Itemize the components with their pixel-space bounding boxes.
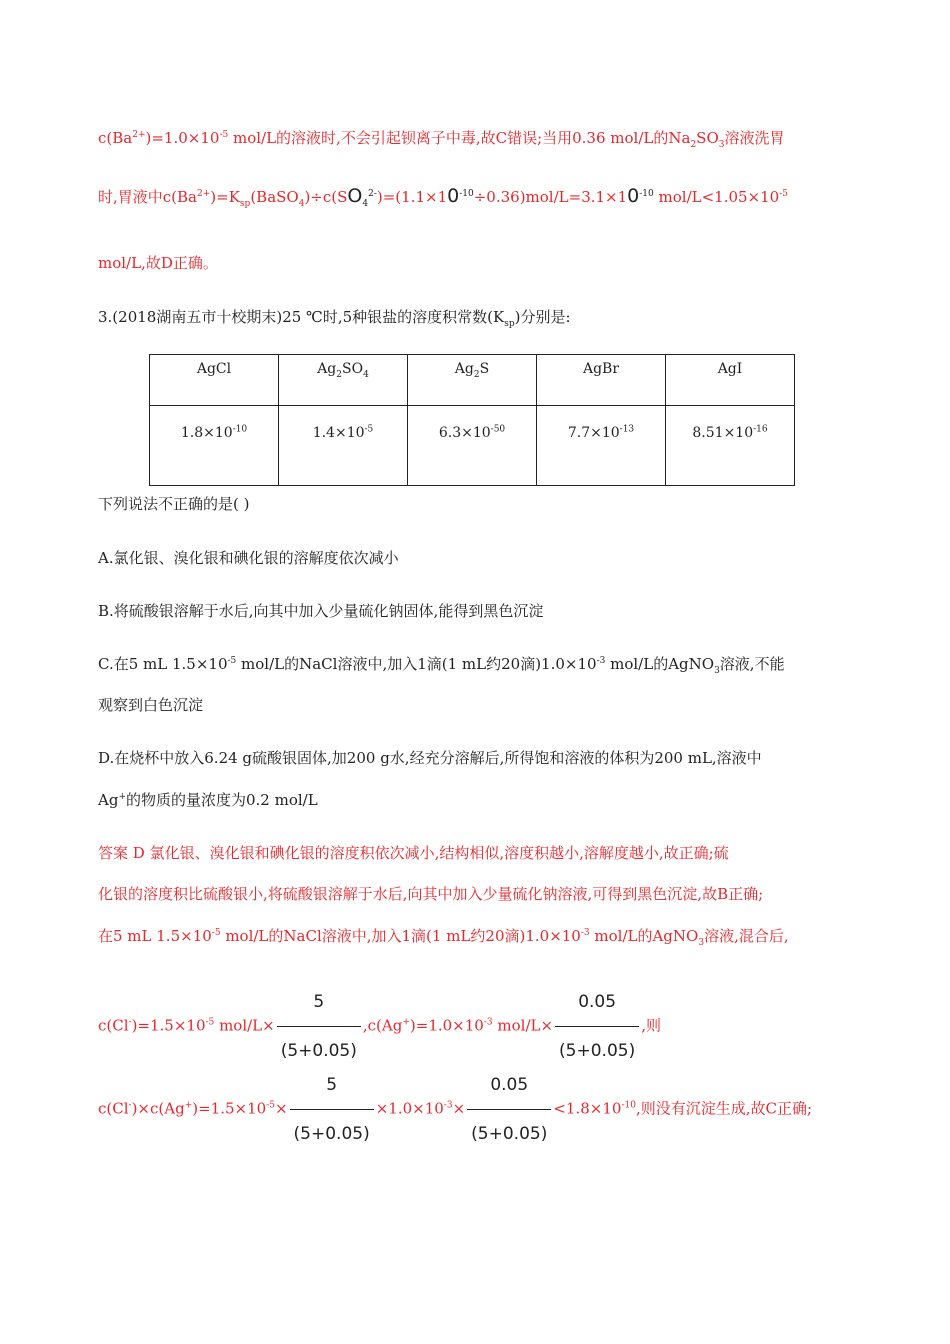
option-d-line-2: Ag+的物质的量浓度为0.2 mol/L: [98, 791, 318, 809]
option-a: A.氯化银、溴化银和碘化银的溶解度依次减小: [98, 549, 399, 567]
value-agi: $8.51\times 10^{-16}$: [666, 406, 795, 486]
value-agbr: $7.7\times 10^{-13}$: [537, 406, 666, 486]
answer-prev-line-2: 时,胃液中$c(Ba^{2+})=K_{sp}(BaSO_4)\div c(SO_4^{2-})=(1.1\times 10^{-10}\div 0.36)mol/L=3.1\times 10^{-10}$ mol/$L<1.05\times 10^{-5}$: [98, 185, 788, 209]
value-ag2so4: $1.4\times 10^{-5}$: [279, 406, 408, 486]
answer-prev-line-1: $c(Ba^{2+})=1.0\times 10^{-5}$ mol/L的溶液时,不会引起钡离子中毒,故C错误;当用0.36 mol/L的$Na_2SO_3$溶液洗胃: [98, 129, 785, 150]
header-ag2so4: $Ag_2SO_4$: [279, 355, 408, 406]
option-c-line-2: 观察到白色沉淀: [98, 696, 204, 714]
answer-line-4: $c(Cl^-)=1.5\times 10^{-5}$ mol/L× $\frac{5}{(5+0.05)}$ $,c(Ag^+)=1.0\times 10^{-3}$ mol/L× $\frac{0.05}{(5+0.05)}$ ,则: [98, 980, 661, 1073]
question-stem: 3.(2018湖南五市十校期末)25 ℃时,5种银盐的溶度积常数$(K_{sp})$分别是:: [98, 308, 571, 329]
value-ag2s: $6.3\times 10^{-50}$: [408, 406, 537, 486]
ksp-table: [149, 354, 795, 486]
option-d-line-1: D.在烧杯中放入6.24 g硫酸银固体,加200 g水,经充分溶解后,所得饱和溶液的体积为200 mL,溶液中: [98, 749, 762, 767]
fraction-5-over-sum-2: $\frac{5}{(5+0.05)}$: [290, 1063, 374, 1156]
question-prompt: 下列说法不正确的是( ): [98, 495, 250, 513]
fraction-005-over-sum-2: $\frac{0.05}{(5+0.05)}$: [467, 1063, 551, 1156]
answer-line-3: 在5 mL $1.5\times 10^{-5}$ mol/L的NaCl溶液中,加入1滴(1 mL约20滴)$1.0\times 10^{-3}$ mol/L的AgNO$_3$溶液,混合后,: [98, 927, 789, 948]
answer-line-5: $c(Cl^-)\times c(Ag^+)=1.5\times 10^{-5}\times$ $\frac{5}{(5+0.05)}$ $\times 1.0\times 10^{-3}\times$ $\frac{0.05}{(5+0.05)}$ $<1.8\times 10^{-10}$,则没有沉淀生成,故C正确;: [98, 1063, 812, 1156]
answer-line-2: 化银的溶度积比硫酸银小,将硫酸银溶解于水后,向其中加入少量硫化钠溶液,可得到黑色沉淀,故B正确;: [98, 885, 764, 903]
header-agcl: AgCl: [150, 355, 279, 406]
answer-prev-line-3: mol/L,故D正确。: [98, 254, 218, 272]
header-agbr: AgBr: [537, 355, 666, 406]
header-agi: AgI: [666, 355, 795, 406]
value-agcl: $1.8\times 10^{-10}$: [150, 406, 279, 486]
fraction-005-over-sum: $\frac{0.05}{(5+0.05)}$: [555, 980, 639, 1073]
answer-line-1: 答案 D 氯化银、溴化银和碘化银的溶度积依次减小,结构相似,溶度积越小,溶解度越小,故正确;硫: [98, 844, 729, 862]
option-b: B.将硫酸银溶解于水后,向其中加入少量硫化钠固体,能得到黑色沉淀: [98, 602, 544, 620]
option-c-line-1: C.在5 mL $1.5\times 10^{-5}$ mol/L的NaCl溶液中,加入1滴(1 mL约20滴)$1.0\times 10^{-3}$ mol/L的AgNO$_3$溶液,不能: [98, 655, 785, 676]
header-ag2s: $Ag_2S$: [408, 355, 537, 406]
fraction-5-over-sum: $\frac{5}{(5+0.05)}$: [277, 980, 361, 1073]
